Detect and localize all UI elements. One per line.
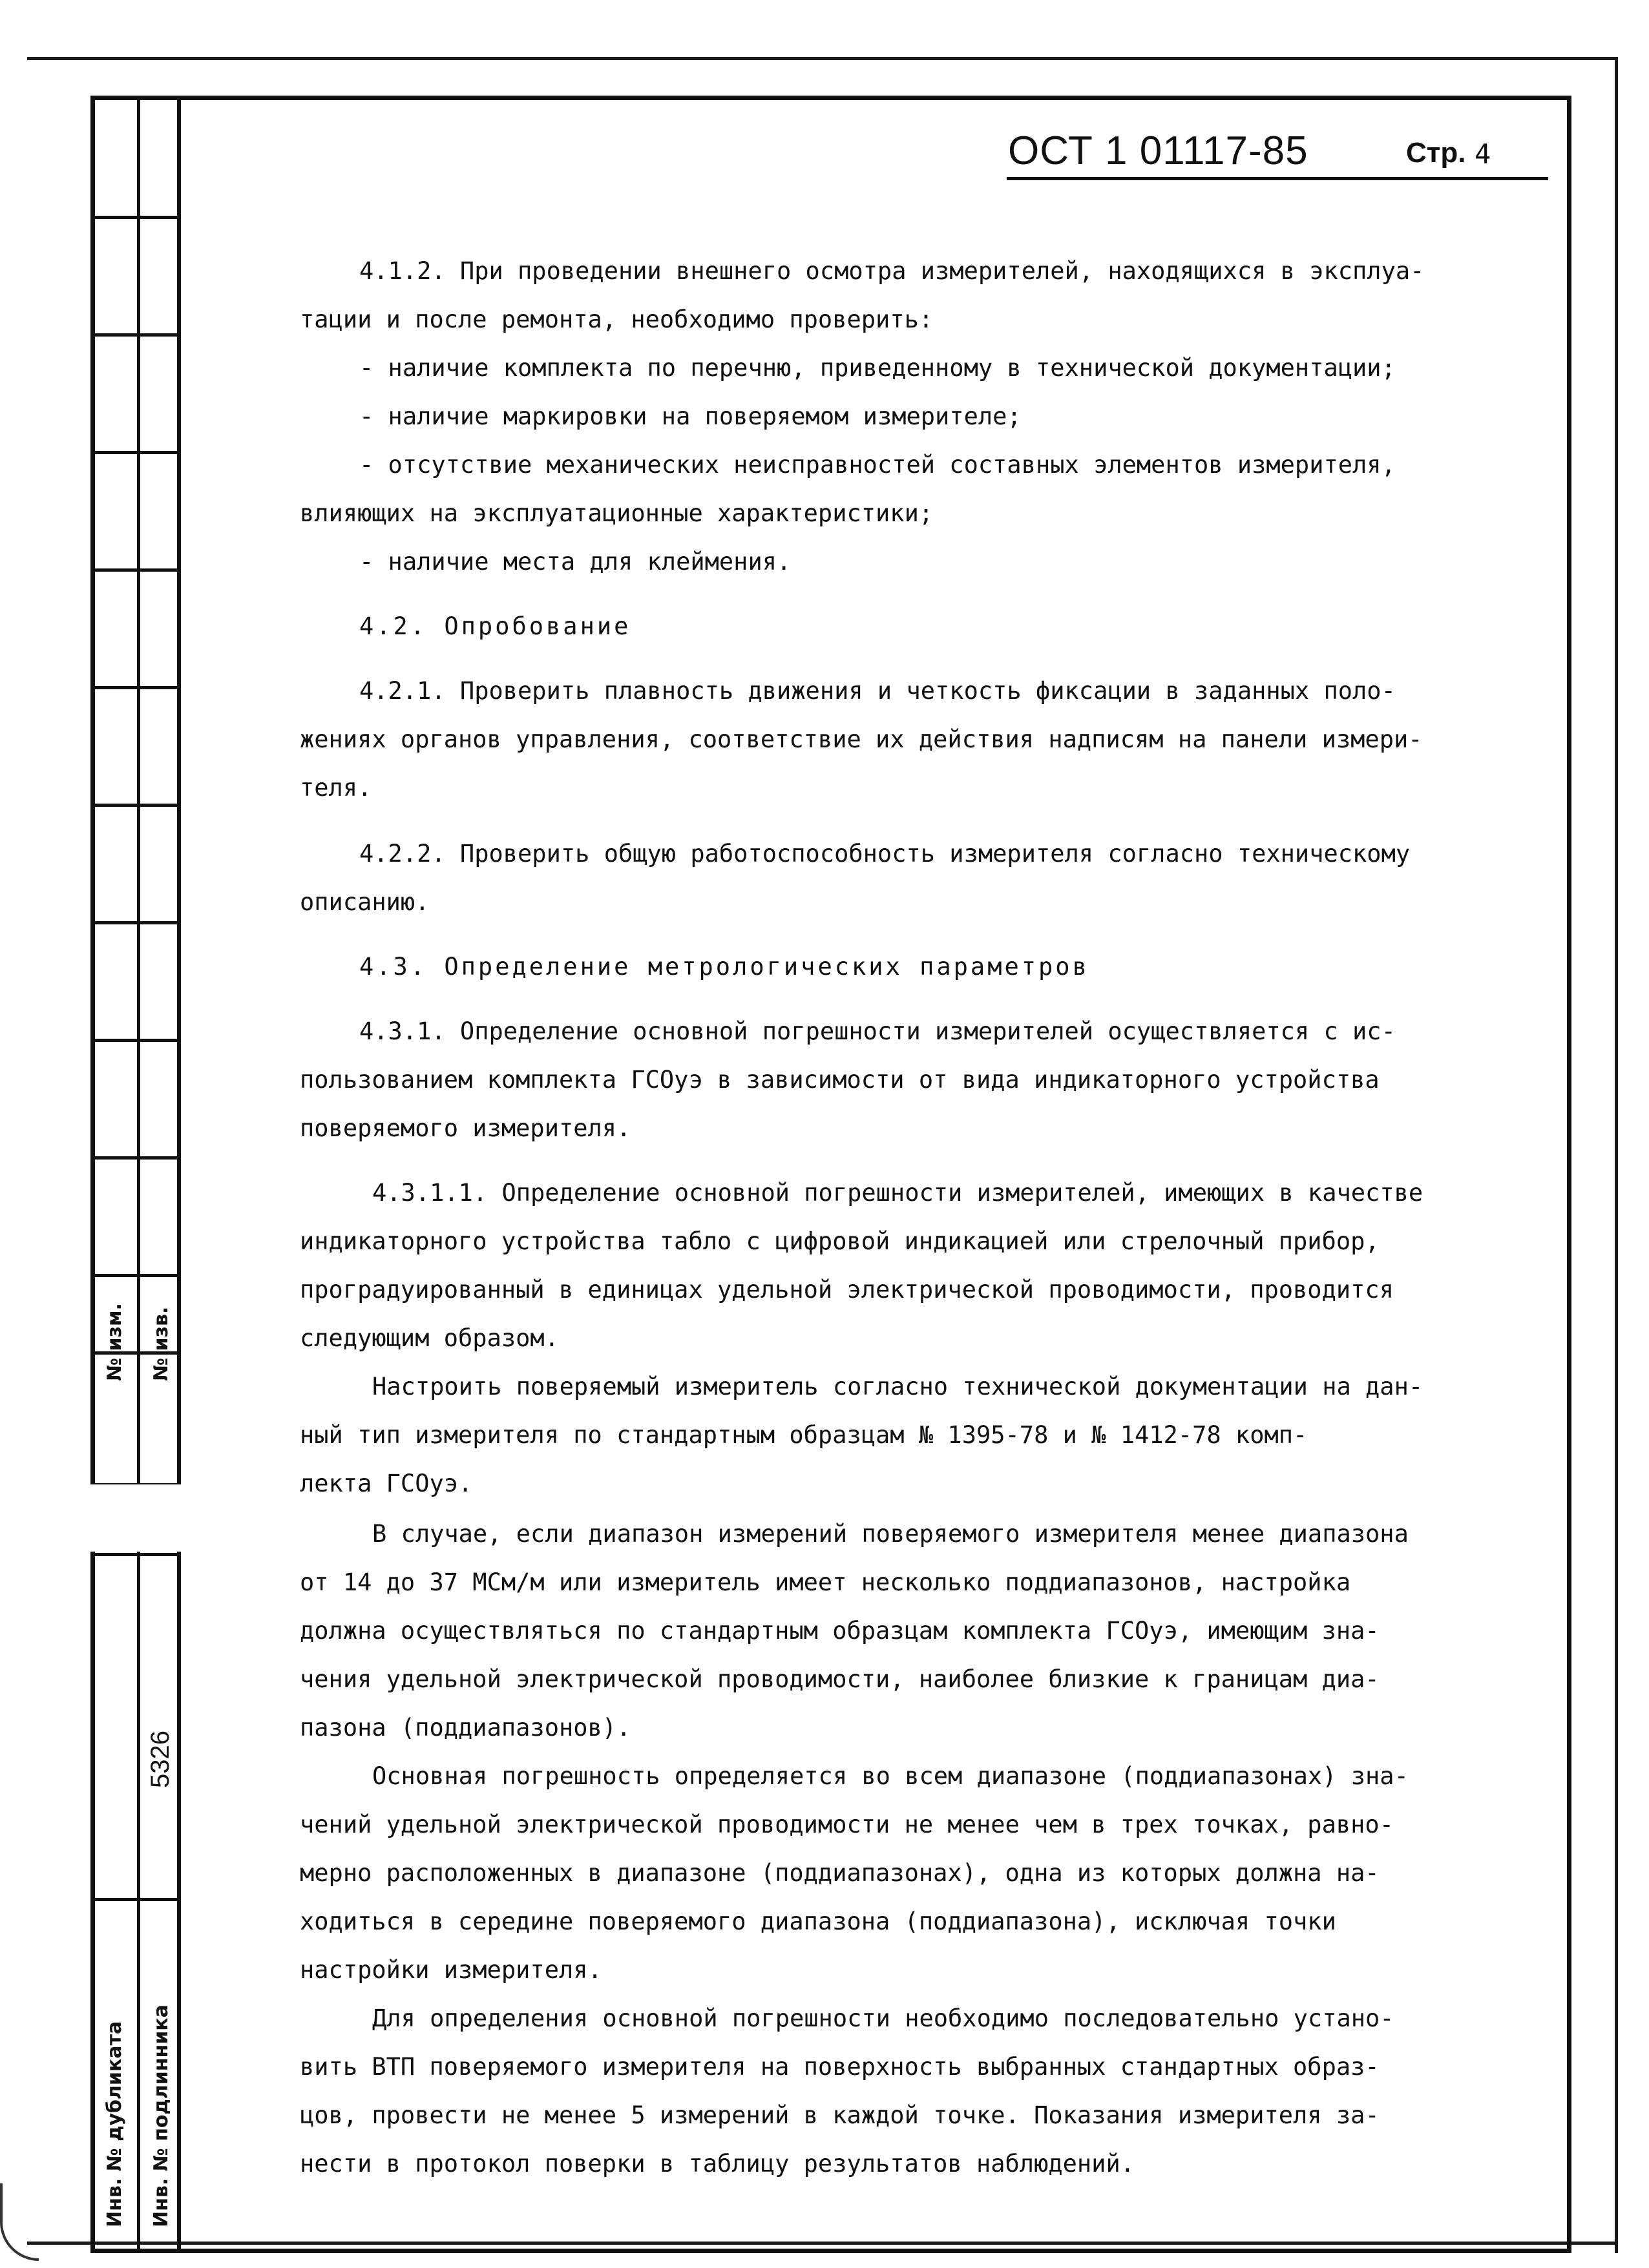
text-line: ходиться в середине поверяемого диапазона (поддиапазона), исключая точки: [300, 1908, 1336, 1935]
original-inventory-label: Инв. № подлинника: [150, 2004, 173, 2227]
text-line: должна осуществляться по стандартным образцам комплекта ГСОуэ, имеющим зна-: [300, 1617, 1380, 1645]
text-line: - наличие маркировки на поверяемом измерителе;: [359, 402, 1022, 430]
original-inventory-number: 5326: [146, 1731, 174, 1788]
text-line: жениях органов управления, соответствие их действия надписям на панели измери-: [300, 725, 1423, 753]
text-line: тации и после ремонта, необходимо проверить:: [300, 306, 934, 333]
text-line: 4.2.2. Проверить общую работоспособность измерителя согласно техническому: [359, 840, 1411, 868]
text-line: - отсутствие механических неисправностей составных элементов измерителя,: [359, 451, 1396, 479]
text-line: 4.1.2. При проведении внешнего осмотра измерителей, находящихся в эксплуа-: [359, 257, 1425, 285]
text-line: - наличие комплекта по перечню, приведенному в технической документации;: [359, 354, 1396, 382]
text-line: влияющих на эксплуатационные характеристики;: [300, 499, 934, 527]
page-label: Стр.: [1406, 137, 1466, 169]
text-line: чения удельной электрической проводимости, наиболее близкие к границам диа-: [300, 1665, 1380, 1693]
text-line: чений удельной электрической проводимости не менее чем в трех точках, равно-: [300, 1811, 1394, 1838]
page-number: 4: [1475, 138, 1491, 170]
text-line: вить ВТП поверяемого измерителя на поверхность выбранных стандартных образ-: [300, 2053, 1380, 2081]
duplicate-inventory-label: Инв. № дубликата: [103, 2021, 126, 2227]
text-line: Для определения основной погрешности необходимо последовательно устано-: [372, 2004, 1394, 2032]
text-line: ный тип измерителя по стандартным образцам № 1395-78 и № 1412-78 комп-: [300, 1421, 1308, 1449]
text-line: Основная погрешность определяется во всем диапазоне (поддиапазонах) зна-: [372, 1762, 1409, 1790]
text-line: 4.3.1. Определение основной погрешности измерителей осуществляется с ис-: [359, 1017, 1396, 1045]
text-line: лекта ГСОуэ.: [300, 1470, 473, 1497]
text-line: следующим образом.: [300, 1324, 559, 1352]
izv-label: № изв.: [150, 1306, 173, 1381]
text-line: - наличие места для клеймения.: [359, 548, 792, 576]
text-line: 4.2.1. Проверить плавность движения и четкость фиксации в заданных поло-: [359, 677, 1396, 705]
text-line: проградуированный в единицах удельной электрической проводимости, проводится: [300, 1276, 1394, 1304]
text-line: пазона (поддиапазонов).: [300, 1714, 631, 1742]
text-line: Настроить поверяемый измеритель согласно технической документации на дан-: [372, 1373, 1423, 1400]
text-line: В случае, если диапазон измерений поверяемого измерителя менее диапазона: [372, 1520, 1409, 1548]
text-line: 4.3.1.1. Определение основной погрешности измерителей, имеющих в качестве: [372, 1179, 1423, 1207]
text-line: теля.: [300, 774, 372, 802]
text-line: нести в протокол поверки в таблицу результатов наблюдений.: [300, 2150, 1135, 2178]
text-line: мерно расположенных в диапазоне (поддиапазонах), одна из которых должна на-: [300, 1859, 1380, 1887]
text-line: поверяемого измерителя.: [300, 1114, 631, 1142]
text-line: описанию.: [300, 888, 430, 916]
text-line: пользованием комплекта ГСОуэ в зависимости от вида индикаторного устройства: [300, 1066, 1380, 1094]
section-heading: 4.2. Опробование: [359, 612, 631, 640]
text-line: цов, провести не менее 5 измерений в каждой точке. Показания измерителя за-: [300, 2101, 1380, 2129]
text-line: индикаторного устройства табло с цифровой индикацией или стрелочный прибор,: [300, 1227, 1380, 1255]
text-line: настройки измерителя.: [300, 1956, 602, 1984]
section-heading: 4.3. Определение метрологических параметров: [359, 953, 1089, 981]
text-line: от 14 до 37 МСм/м или измеритель имеет несколько поддиапазонов, настройка: [300, 1568, 1351, 1596]
izm-label: № изм.: [103, 1303, 126, 1381]
document-number: ОСТ 1 01117-85: [1008, 129, 1308, 173]
